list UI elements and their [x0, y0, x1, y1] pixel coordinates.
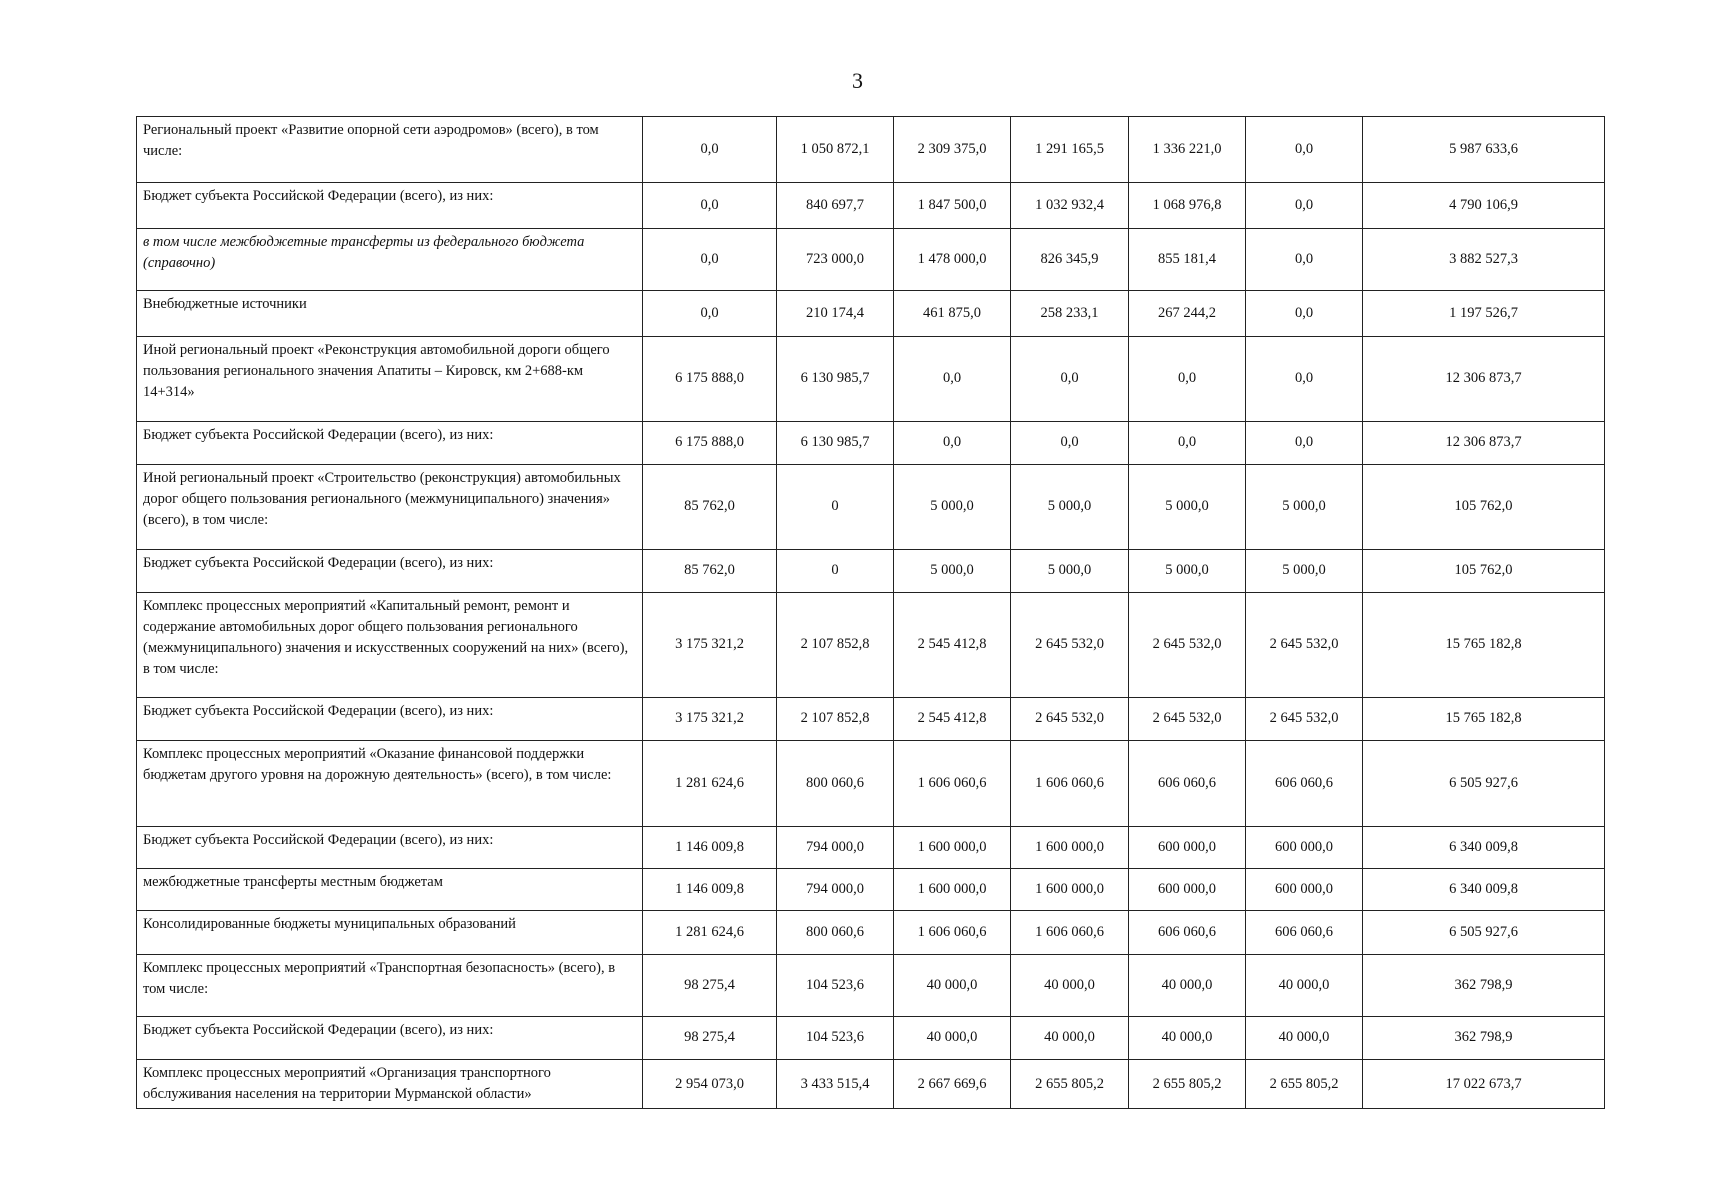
value-cell: 2 645 532,0 — [1246, 593, 1363, 698]
table-row — [137, 550, 1605, 593]
value-cell: 0,0 — [1246, 183, 1363, 229]
value-cell: 0,0 — [1246, 229, 1363, 291]
value-cell: 2 545 412,8 — [894, 593, 1011, 698]
table-row — [137, 698, 1605, 741]
value-cell: 0,0 — [1011, 337, 1129, 422]
value-cell: 2 309 375,0 — [894, 117, 1011, 183]
table-row — [137, 911, 1605, 955]
value-cell: 104 523,6 — [777, 1017, 894, 1060]
value-cell: 5 000,0 — [1129, 465, 1246, 550]
value-cell: 794 000,0 — [777, 869, 894, 911]
value-cell: 2 954 073,0 — [643, 1060, 777, 1109]
value-cell: 1 606 060,6 — [1011, 911, 1129, 955]
row-label: Бюджет субъекта Российской Федерации (всего), из них: — [137, 550, 643, 593]
table-row — [137, 869, 1605, 911]
value-cell: 826 345,9 — [1011, 229, 1129, 291]
value-cell: 2 107 852,8 — [777, 593, 894, 698]
value-cell: 1 146 009,8 — [643, 827, 777, 869]
total-cell: 362 798,9 — [1363, 1017, 1605, 1060]
row-label: Региональный проект «Развитие опорной сети аэродромов» (всего), в том числе: — [137, 117, 643, 183]
value-cell: 2 645 532,0 — [1129, 593, 1246, 698]
row-label: Комплекс процессных мероприятий «Оказание финансовой поддержки бюджетам другого уровня на дорожную деятельность» (всего), в том числе: — [137, 741, 643, 827]
value-cell: 0,0 — [894, 422, 1011, 465]
value-cell: 210 174,4 — [777, 291, 894, 337]
value-cell: 1 281 624,6 — [643, 911, 777, 955]
value-cell: 1 291 165,5 — [1011, 117, 1129, 183]
value-cell: 1 281 624,6 — [643, 741, 777, 827]
value-cell: 2 645 532,0 — [1011, 593, 1129, 698]
value-cell: 6 175 888,0 — [643, 337, 777, 422]
value-cell: 5 000,0 — [1246, 465, 1363, 550]
total-cell: 12 306 873,7 — [1363, 422, 1605, 465]
value-cell: 1 050 872,1 — [777, 117, 894, 183]
total-cell: 105 762,0 — [1363, 465, 1605, 550]
value-cell: 3 433 515,4 — [777, 1060, 894, 1109]
value-cell: 5 000,0 — [1011, 465, 1129, 550]
value-cell: 6 130 985,7 — [777, 422, 894, 465]
table-row — [137, 183, 1605, 229]
value-cell: 1 606 060,6 — [894, 741, 1011, 827]
table-row — [137, 593, 1605, 698]
total-cell: 6 340 009,8 — [1363, 869, 1605, 911]
value-cell: 5 000,0 — [894, 465, 1011, 550]
value-cell: 40 000,0 — [1011, 955, 1129, 1017]
row-label: в том числе межбюджетные трансферты из федерального бюджета (справочно) — [137, 229, 643, 291]
table-row — [137, 827, 1605, 869]
total-cell: 6 505 927,6 — [1363, 911, 1605, 955]
value-cell: 1 336 221,0 — [1129, 117, 1246, 183]
value-cell: 800 060,6 — [777, 911, 894, 955]
value-cell: 40 000,0 — [1246, 955, 1363, 1017]
row-label: Комплекс процессных мероприятий «Организация транспортного обслуживания населения на территории Мурманской области» — [137, 1060, 643, 1109]
value-cell: 1 600 000,0 — [1011, 869, 1129, 911]
total-cell: 362 798,9 — [1363, 955, 1605, 1017]
table-row — [137, 337, 1605, 422]
total-cell: 6 340 009,8 — [1363, 827, 1605, 869]
value-cell: 1 600 000,0 — [1011, 827, 1129, 869]
value-cell: 40 000,0 — [894, 1017, 1011, 1060]
value-cell: 0,0 — [1129, 422, 1246, 465]
row-label: Консолидированные бюджеты муниципальных образований — [137, 911, 643, 955]
value-cell: 1 847 500,0 — [894, 183, 1011, 229]
value-cell: 5 000,0 — [1011, 550, 1129, 593]
table-row — [137, 291, 1605, 337]
value-cell: 0,0 — [1246, 422, 1363, 465]
value-cell: 85 762,0 — [643, 465, 777, 550]
value-cell: 600 000,0 — [1246, 869, 1363, 911]
value-cell: 1 068 976,8 — [1129, 183, 1246, 229]
value-cell: 1 606 060,6 — [894, 911, 1011, 955]
value-cell: 2 645 532,0 — [1246, 698, 1363, 741]
value-cell: 3 175 321,2 — [643, 698, 777, 741]
value-cell: 606 060,6 — [1246, 911, 1363, 955]
value-cell: 461 875,0 — [894, 291, 1011, 337]
row-label: Комплекс процессных мероприятий «Капитальный ремонт, ремонт и содержание автомобильных дорог общего пользования регионального (межмуниципального) значения и искусственных сооружений на них» (всего), в том числе: — [137, 593, 643, 698]
table-row — [137, 465, 1605, 550]
value-cell: 2 645 532,0 — [1129, 698, 1246, 741]
value-cell: 40 000,0 — [1246, 1017, 1363, 1060]
value-cell: 0,0 — [894, 337, 1011, 422]
value-cell: 6 175 888,0 — [643, 422, 777, 465]
value-cell: 2 107 852,8 — [777, 698, 894, 741]
value-cell: 0 — [777, 550, 894, 593]
table-row — [137, 1060, 1605, 1109]
row-label: Бюджет субъекта Российской Федерации (всего), из них: — [137, 827, 643, 869]
total-cell: 17 022 673,7 — [1363, 1060, 1605, 1109]
total-cell: 15 765 182,8 — [1363, 593, 1605, 698]
value-cell: 2 655 805,2 — [1246, 1060, 1363, 1109]
value-cell: 5 000,0 — [894, 550, 1011, 593]
row-label: Иной региональный проект «Реконструкция автомобильной дороги общего пользования регионального значения Апатиты – Кировск, км 2+688-км 14+314» — [137, 337, 643, 422]
value-cell: 0 — [777, 465, 894, 550]
value-cell: 258 233,1 — [1011, 291, 1129, 337]
value-cell: 600 000,0 — [1246, 827, 1363, 869]
value-cell: 2 545 412,8 — [894, 698, 1011, 741]
page-number: 3 — [852, 68, 863, 93]
budget-table — [136, 116, 1605, 1109]
total-cell: 15 765 182,8 — [1363, 698, 1605, 741]
table-row — [137, 955, 1605, 1017]
value-cell: 1 600 000,0 — [894, 827, 1011, 869]
total-cell: 3 882 527,3 — [1363, 229, 1605, 291]
value-cell: 5 000,0 — [1246, 550, 1363, 593]
value-cell: 0,0 — [643, 117, 777, 183]
value-cell: 600 000,0 — [1129, 827, 1246, 869]
value-cell: 855 181,4 — [1129, 229, 1246, 291]
value-cell: 606 060,6 — [1129, 741, 1246, 827]
value-cell: 98 275,4 — [643, 1017, 777, 1060]
row-label: Комплекс процессных мероприятий «Транспортная безопасность» (всего), в том числе: — [137, 955, 643, 1017]
value-cell: 0,0 — [1129, 337, 1246, 422]
value-cell: 794 000,0 — [777, 827, 894, 869]
row-label: межбюджетные трансферты местным бюджетам — [137, 869, 643, 911]
value-cell: 600 000,0 — [1129, 869, 1246, 911]
value-cell: 0,0 — [643, 291, 777, 337]
value-cell: 0,0 — [643, 183, 777, 229]
table-row — [137, 117, 1605, 183]
total-cell: 1 197 526,7 — [1363, 291, 1605, 337]
value-cell: 840 697,7 — [777, 183, 894, 229]
value-cell: 800 060,6 — [777, 741, 894, 827]
row-label: Бюджет субъекта Российской Федерации (всего), из них: — [137, 422, 643, 465]
total-cell: 4 790 106,9 — [1363, 183, 1605, 229]
value-cell: 1 606 060,6 — [1011, 741, 1129, 827]
value-cell: 0,0 — [1246, 117, 1363, 183]
value-cell: 2 667 669,6 — [894, 1060, 1011, 1109]
value-cell: 3 175 321,2 — [643, 593, 777, 698]
value-cell: 2 655 805,2 — [1011, 1060, 1129, 1109]
value-cell: 40 000,0 — [1011, 1017, 1129, 1060]
value-cell: 85 762,0 — [643, 550, 777, 593]
table-row — [137, 741, 1605, 827]
total-cell: 5 987 633,6 — [1363, 117, 1605, 183]
value-cell: 723 000,0 — [777, 229, 894, 291]
total-cell: 12 306 873,7 — [1363, 337, 1605, 422]
value-cell: 40 000,0 — [894, 955, 1011, 1017]
value-cell: 1 146 009,8 — [643, 869, 777, 911]
total-cell: 105 762,0 — [1363, 550, 1605, 593]
value-cell: 0,0 — [643, 229, 777, 291]
table-row — [137, 422, 1605, 465]
row-label: Бюджет субъекта Российской Федерации (всего), из них: — [137, 183, 643, 229]
value-cell: 2 655 805,2 — [1129, 1060, 1246, 1109]
value-cell: 40 000,0 — [1129, 955, 1246, 1017]
value-cell: 0,0 — [1246, 337, 1363, 422]
value-cell: 5 000,0 — [1129, 550, 1246, 593]
value-cell: 6 130 985,7 — [777, 337, 894, 422]
total-cell: 6 505 927,6 — [1363, 741, 1605, 827]
value-cell: 40 000,0 — [1129, 1017, 1246, 1060]
row-label: Внебюджетные источники — [137, 291, 643, 337]
value-cell: 0,0 — [1246, 291, 1363, 337]
value-cell: 1 600 000,0 — [894, 869, 1011, 911]
value-cell: 1 478 000,0 — [894, 229, 1011, 291]
value-cell: 0,0 — [1011, 422, 1129, 465]
value-cell: 2 645 532,0 — [1011, 698, 1129, 741]
value-cell: 606 060,6 — [1129, 911, 1246, 955]
row-label: Иной региональный проект «Строительство (реконструкция) автомобильных дорог общего пользования регионального (межмуниципального) значения» (всего), в том числе: — [137, 465, 643, 550]
value-cell: 98 275,4 — [643, 955, 777, 1017]
table-row — [137, 1017, 1605, 1060]
value-cell: 1 032 932,4 — [1011, 183, 1129, 229]
value-cell: 606 060,6 — [1246, 741, 1363, 827]
row-label: Бюджет субъекта Российской Федерации (всего), из них: — [137, 698, 643, 741]
value-cell: 267 244,2 — [1129, 291, 1246, 337]
row-label: Бюджет субъекта Российской Федерации (всего), из них: — [137, 1017, 643, 1060]
value-cell: 104 523,6 — [777, 955, 894, 1017]
table-row — [137, 229, 1605, 291]
